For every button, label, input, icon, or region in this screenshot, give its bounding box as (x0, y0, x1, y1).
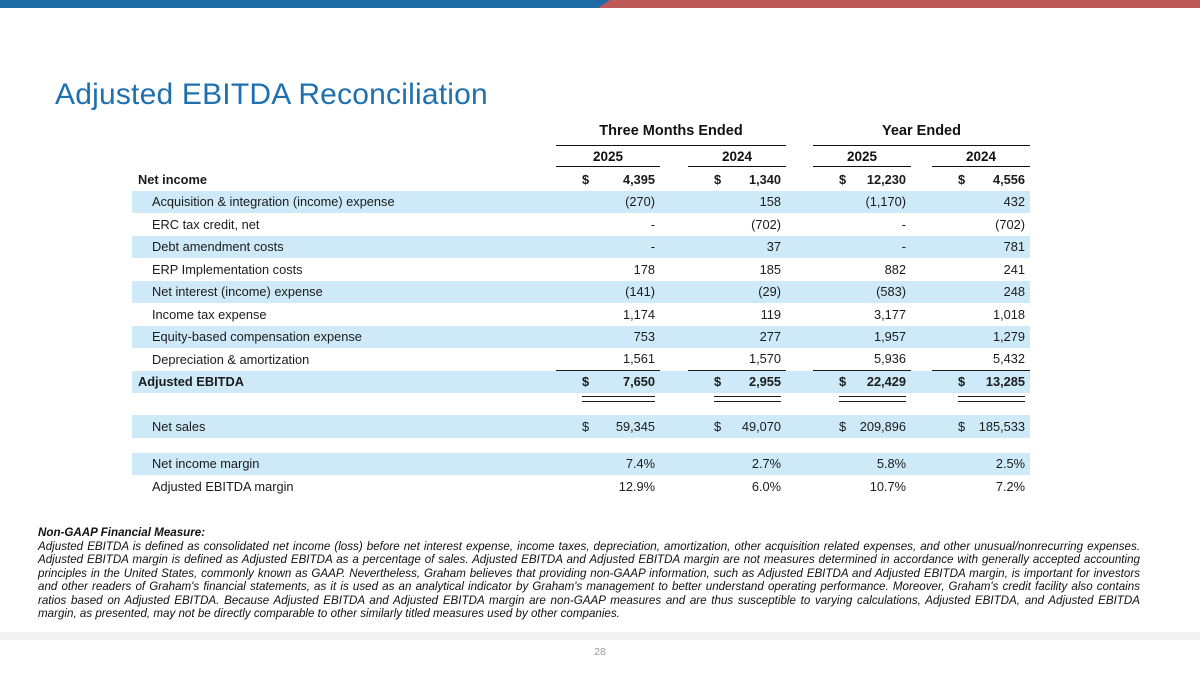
row-value-ye-2025: (1,170) (865, 194, 906, 210)
top-accent-bar-blue (0, 0, 610, 8)
row-value-ye-2025: 5.8% (876, 456, 906, 472)
row-label: ERP Implementation costs (152, 261, 303, 277)
row-value-tme-2024: 37 (766, 239, 781, 255)
row-value-ye-2024: 241 (1003, 261, 1025, 277)
table-row (132, 453, 1030, 476)
table-body-net-sales (132, 415, 1030, 438)
table-row (132, 475, 1030, 498)
row-value-ye-2024: 1,018 (992, 306, 1025, 322)
row-value-ye-2024: $ 185,533 (958, 418, 1025, 434)
double-rule (932, 393, 1030, 403)
table-row (132, 191, 1030, 214)
dollar-sign: $ (582, 171, 590, 187)
row-value-ye-2024: 432 (1003, 194, 1025, 210)
page-title: Adjusted EBITDA Reconciliation (55, 78, 488, 112)
row-label: Acquisition & integration (income) expense (152, 194, 395, 210)
dollar-sign: $ (958, 171, 966, 187)
dollar-sign: $ (839, 171, 847, 187)
row-value-ye-2025: - (901, 239, 906, 255)
row-label: Equity-based compensation expense (152, 329, 362, 345)
row-value-tme-2025: $ 7,650 (582, 374, 655, 390)
row-value-tme-2025: - (650, 216, 655, 232)
table-body-margins (132, 453, 1030, 498)
row-label: Debt amendment costs (152, 239, 284, 255)
row-value-ye-2024: 781 (1003, 239, 1025, 255)
table-row (132, 303, 1030, 326)
row-label: Income tax expense (152, 306, 267, 322)
row-label: Net interest (income) expense (152, 284, 323, 300)
row-value-ye-2025: (583) (876, 284, 906, 300)
bottom-divider-strip (0, 632, 1200, 640)
row-value-tme-2024: (29) (758, 284, 781, 300)
row-value-tme-2024: $ 1,340 (714, 171, 781, 187)
row-value-ye-2024: 2.5% (995, 456, 1025, 472)
row-label: Net income (138, 171, 207, 187)
row-label: Adjusted EBITDA margin (152, 478, 294, 494)
table-row (132, 415, 1030, 438)
group-header-three-months: Three Months Ended (556, 123, 786, 146)
table-group-header-row (132, 108, 1030, 146)
row-value-tme-2024: 277 (759, 329, 781, 345)
row-label: Depreciation & amortization (152, 351, 310, 367)
double-rule (556, 393, 660, 403)
row-label: ERC tax credit, net (152, 216, 260, 232)
row-value-tme-2025: (141) (625, 284, 655, 300)
row-value-tme-2024: $ 49,070 (714, 418, 781, 434)
row-value-ye-2024: (702) (995, 216, 1025, 232)
row-value-ye-2025: $ 12,230 (839, 171, 906, 187)
dollar-sign: $ (958, 418, 966, 434)
section-gap (132, 403, 1030, 415)
row-value-tme-2025: - (650, 239, 655, 255)
row-value-tme-2025: 178 (633, 261, 655, 277)
table-body-main (132, 168, 1030, 403)
row-value-ye-2024: $ 13,285 (958, 374, 1025, 390)
row-value-tme-2024: $ 2,955 (714, 374, 781, 390)
row-value-tme-2024: 2.7% (751, 456, 781, 472)
year-header-ye-2024: 2024 (932, 149, 1030, 167)
dollar-sign: $ (582, 418, 590, 434)
dollar-sign: $ (958, 374, 966, 390)
ebitda-reconciliation-table (132, 108, 1030, 498)
row-value-tme-2025: $ 4,395 (582, 171, 655, 187)
table-row (132, 348, 1030, 371)
year-header-tme-2024: 2024 (688, 149, 786, 167)
row-value-ye-2025: $ 209,896 (839, 418, 906, 434)
row-value-tme-2024: 185 (759, 261, 781, 277)
row-value-ye-2024: 7.2% (995, 478, 1025, 494)
dollar-sign: $ (714, 171, 722, 187)
double-rule (813, 393, 911, 403)
row-label: Net income margin (152, 456, 260, 472)
table-row (132, 258, 1030, 281)
double-rule (688, 393, 786, 403)
row-value-tme-2024: (702) (751, 216, 781, 232)
row-value-tme-2025: $ 59,345 (582, 418, 655, 434)
dollar-sign: $ (714, 418, 722, 434)
table-year-header-row (132, 146, 1030, 167)
dollar-sign: $ (582, 374, 590, 390)
dollar-sign: $ (839, 374, 847, 390)
row-value-tme-2024: 119 (760, 306, 781, 322)
table-row (132, 213, 1030, 236)
table-row (132, 168, 1030, 191)
footnote-heading: Non-GAAP Financial Measure: (38, 526, 206, 539)
row-value-tme-2025: 12.9% (618, 478, 655, 494)
row-value-tme-2024: 6.0% (751, 478, 781, 494)
row-value-ye-2024: $ 4,556 (958, 171, 1025, 187)
row-value-ye-2025: 10.7% (869, 478, 906, 494)
table-row (132, 326, 1030, 349)
row-value-ye-2025: $ 22,429 (839, 374, 906, 390)
footnote-body: Adjusted EBITDA is defined as consolidated net income (loss) before net interest expense, income taxes, depreciation, amortization, other acquisition related expenses, and other unusual/nonrecurring expenses. Adjusted EBITDA margin is defined as Adjusted EBITDA as a percentage of sales. Adjusted EBITDA and Adjusted EBITDA margin are not measures determined in accordance with generally accepted accounting principles in the United States, commonly known as GAAP. Nevertheless, Graham believes that providing non-GAAP information, such as Adjusted EBITDA and Adjusted EBITDA margin, is important for investors and other readers of Graham's financial statements, as it is used as an analytical indicator by Graham's management to better understand operating performance. Moreover, Graham's credit facility also contains ratios based on Adjusted EBITDA. Because Adjusted EBITDA and Adjusted EBITDA margin are non-GAAP measures and are thus susceptible to varying calculations, Adjusted EBITDA, and Adjusted EBITDA margin, as presented, may not be directly comparable to other similarly titled measures used by other companies. (38, 539, 1140, 620)
row-value-ye-2024: 248 (1003, 284, 1025, 300)
dollar-sign: $ (714, 374, 722, 390)
year-header-ye-2025: 2025 (813, 149, 911, 167)
row-value-ye-2025: 5,936 (813, 348, 911, 371)
row-value-ye-2025: 3,177 (873, 306, 906, 322)
row-value-ye-2025: - (901, 216, 906, 232)
row-value-ye-2024: 5,432 (932, 348, 1030, 371)
dollar-sign: $ (839, 418, 847, 434)
row-value-tme-2025: 1,561 (556, 348, 660, 371)
row-value-ye-2024: 1,279 (992, 329, 1025, 345)
row-label: Net sales (152, 418, 206, 434)
row-value-tme-2025: 7.4% (625, 456, 655, 472)
section-gap (132, 438, 1030, 453)
top-accent-bar-red (0, 0, 1200, 8)
row-value-tme-2025: 1,174 (622, 306, 655, 322)
page-number: 28 (594, 646, 606, 658)
year-header-tme-2025: 2025 (556, 149, 660, 167)
table-row (132, 281, 1030, 304)
table-row (132, 371, 1030, 394)
double-rule-row (132, 393, 1030, 403)
row-value-tme-2024: 158 (759, 194, 781, 210)
row-label: Adjusted EBITDA (138, 374, 244, 390)
row-value-tme-2024: 1,570 (688, 348, 786, 371)
row-value-tme-2025: (270) (625, 194, 655, 210)
row-value-tme-2025: 753 (633, 329, 655, 345)
row-value-ye-2025: 882 (884, 261, 906, 277)
row-value-ye-2025: 1,957 (873, 329, 906, 345)
table-row (132, 236, 1030, 259)
non-gaap-footnote (38, 526, 1140, 621)
group-header-year-ended: Year Ended (813, 123, 1030, 146)
